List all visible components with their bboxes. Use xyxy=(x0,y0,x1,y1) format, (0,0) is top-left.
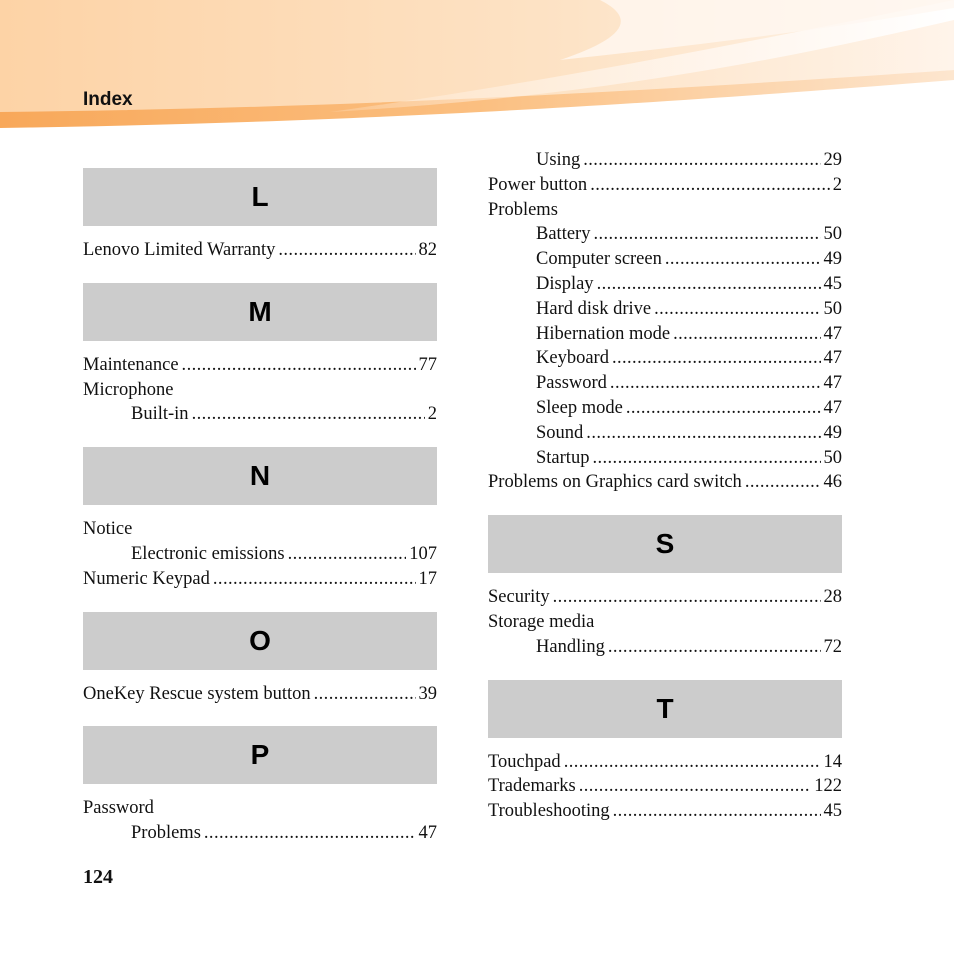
index-entry xyxy=(83,567,437,592)
index-section xyxy=(83,168,437,263)
entry-term: Battery xyxy=(536,224,591,245)
entry-page-number: 50 xyxy=(823,298,842,319)
dot-leader xyxy=(553,585,821,610)
entry-page-number: 107 xyxy=(409,543,437,564)
entry-page-number: 47 xyxy=(823,397,842,418)
entry-term: Notice xyxy=(83,519,133,540)
dot-leader xyxy=(583,148,820,173)
entry-term: Numeric Keypad xyxy=(83,568,210,589)
index-section xyxy=(83,726,437,846)
index-subentry xyxy=(83,821,437,846)
entry-page-number: 29 xyxy=(823,150,842,170)
entry-term: Power button xyxy=(488,174,588,195)
dot-leader xyxy=(593,222,820,247)
index-section xyxy=(83,612,437,707)
dot-leader xyxy=(626,396,821,421)
dot-leader xyxy=(314,682,416,707)
dot-leader xyxy=(192,402,425,427)
dot-leader xyxy=(204,821,416,846)
dot-leader xyxy=(665,247,821,272)
index-subentry xyxy=(488,247,842,272)
entry-term: Sound xyxy=(536,422,584,443)
index-entry-list xyxy=(488,585,842,659)
running-head-title: Index xyxy=(83,89,133,110)
entry-term: Security xyxy=(488,587,550,608)
index-entry xyxy=(83,353,437,378)
index-subentry xyxy=(488,346,842,371)
section-letter-heading: T xyxy=(488,680,842,738)
entry-term: Maintenance xyxy=(83,354,179,375)
entry-page-number: 2 xyxy=(427,404,437,425)
entry-page-number: 49 xyxy=(823,249,842,270)
entry-term: Password xyxy=(536,373,607,394)
dot-leader xyxy=(213,567,416,592)
entry-term: OneKey Rescue system button xyxy=(83,683,311,704)
section-letter-heading: M xyxy=(83,283,437,341)
entry-term: Using xyxy=(536,150,581,170)
entry-term: Microphone xyxy=(83,379,174,400)
index-entry xyxy=(488,173,842,198)
page-number: 124 xyxy=(83,866,113,888)
entry-page-number: 47 xyxy=(823,373,842,394)
dot-leader xyxy=(597,272,821,297)
entry-page-number: 14 xyxy=(823,751,842,772)
index-entry xyxy=(83,517,437,542)
entry-page-number: 39 xyxy=(418,683,437,704)
index-entry xyxy=(488,470,842,495)
entry-term: Problems xyxy=(488,199,558,220)
dot-leader xyxy=(745,470,821,495)
dot-leader xyxy=(182,353,416,378)
index-entry xyxy=(83,378,437,403)
entry-page-number: 47 xyxy=(823,323,842,344)
index-entry xyxy=(488,198,842,223)
entry-term: Built-in xyxy=(131,404,189,425)
dot-leader xyxy=(613,799,821,824)
entry-page-number: 2 xyxy=(832,174,842,195)
entry-page-number: 45 xyxy=(823,801,842,822)
entry-page-number: 45 xyxy=(823,273,842,294)
index-entry xyxy=(488,610,842,635)
entry-term: Trademarks xyxy=(488,776,576,797)
index-entry xyxy=(488,585,842,610)
index-entry xyxy=(83,682,437,707)
entry-page-number: 50 xyxy=(823,224,842,245)
entry-term: Troubleshooting xyxy=(488,801,610,822)
entry-term: Startup xyxy=(536,447,590,468)
index-subentry xyxy=(488,446,842,471)
entry-page-number: 17 xyxy=(418,568,437,589)
index-subentry xyxy=(488,396,842,421)
index-entry xyxy=(488,774,842,799)
entry-term: Problems xyxy=(131,823,201,844)
index-subentry xyxy=(488,222,842,247)
index-subentry xyxy=(488,297,842,322)
index-section xyxy=(488,148,842,495)
entry-term: Electronic emissions xyxy=(131,543,285,564)
entry-term: Keyboard xyxy=(536,348,609,369)
entry-term: Sleep mode xyxy=(536,397,623,418)
entry-term: Computer screen xyxy=(536,249,662,270)
index-section xyxy=(83,447,437,591)
section-letter-heading: S xyxy=(488,515,842,573)
entry-page-number: 50 xyxy=(823,447,842,468)
index-subentry xyxy=(488,322,842,347)
index-subentry xyxy=(488,371,842,396)
index-entry-list xyxy=(83,796,437,846)
index-entry-list xyxy=(83,238,437,263)
dot-leader xyxy=(592,446,820,471)
entry-term: Problems on Graphics card switch xyxy=(488,472,742,493)
index-entry-list xyxy=(83,517,437,591)
dot-leader xyxy=(608,635,821,660)
index-entry-list xyxy=(488,750,842,824)
entry-page-number: 47 xyxy=(418,823,437,844)
index-entry-list xyxy=(488,148,842,495)
entry-term: Storage media xyxy=(488,611,595,632)
dot-leader xyxy=(586,421,820,446)
dot-leader xyxy=(610,371,821,396)
index-section xyxy=(488,515,842,659)
index-subentry xyxy=(488,272,842,297)
entry-page-number: 82 xyxy=(418,240,437,260)
index-subentry xyxy=(488,421,842,446)
index-entry xyxy=(83,238,437,263)
index-section xyxy=(488,680,842,824)
entry-page-number: 46 xyxy=(823,472,842,493)
entry-term: Lenovo Limited Warranty xyxy=(83,240,276,260)
dot-leader xyxy=(579,774,812,799)
section-letter-heading: L xyxy=(83,168,437,226)
entry-page-number: 49 xyxy=(823,422,842,443)
index-entry xyxy=(488,799,842,824)
entry-term: Hibernation mode xyxy=(536,323,671,344)
entry-page-number: 72 xyxy=(823,636,842,657)
index-entry-list xyxy=(83,682,437,707)
index-entry-list xyxy=(83,353,437,427)
entry-term: Display xyxy=(536,273,594,294)
dot-leader xyxy=(612,346,821,371)
index-column-left xyxy=(83,168,437,866)
section-letter-heading: O xyxy=(83,612,437,670)
header-swoosh-graphic xyxy=(0,0,954,135)
dot-leader xyxy=(564,750,821,775)
entry-page-number: 47 xyxy=(823,348,842,369)
index-subentry xyxy=(488,148,842,173)
dot-leader xyxy=(288,542,407,567)
index-entry xyxy=(488,750,842,775)
dot-leader xyxy=(654,297,820,322)
entry-page-number: 122 xyxy=(814,776,842,797)
index-subentry xyxy=(83,402,437,427)
index-subentry xyxy=(83,542,437,567)
entry-page-number: 77 xyxy=(418,354,437,375)
entry-term: Handling xyxy=(536,636,605,657)
index-column-right xyxy=(488,148,842,844)
section-letter-heading: P xyxy=(83,726,437,784)
entry-term: Touchpad xyxy=(488,751,561,772)
section-letter-heading: N xyxy=(83,447,437,505)
entry-term: Password xyxy=(83,798,154,819)
index-section xyxy=(83,283,437,427)
index-entry xyxy=(83,796,437,821)
dot-leader xyxy=(590,173,830,198)
entry-page-number: 28 xyxy=(823,587,842,608)
dot-leader xyxy=(673,322,820,347)
entry-term: Hard disk drive xyxy=(536,298,652,319)
index-subentry xyxy=(488,635,842,660)
dot-leader xyxy=(278,238,415,263)
